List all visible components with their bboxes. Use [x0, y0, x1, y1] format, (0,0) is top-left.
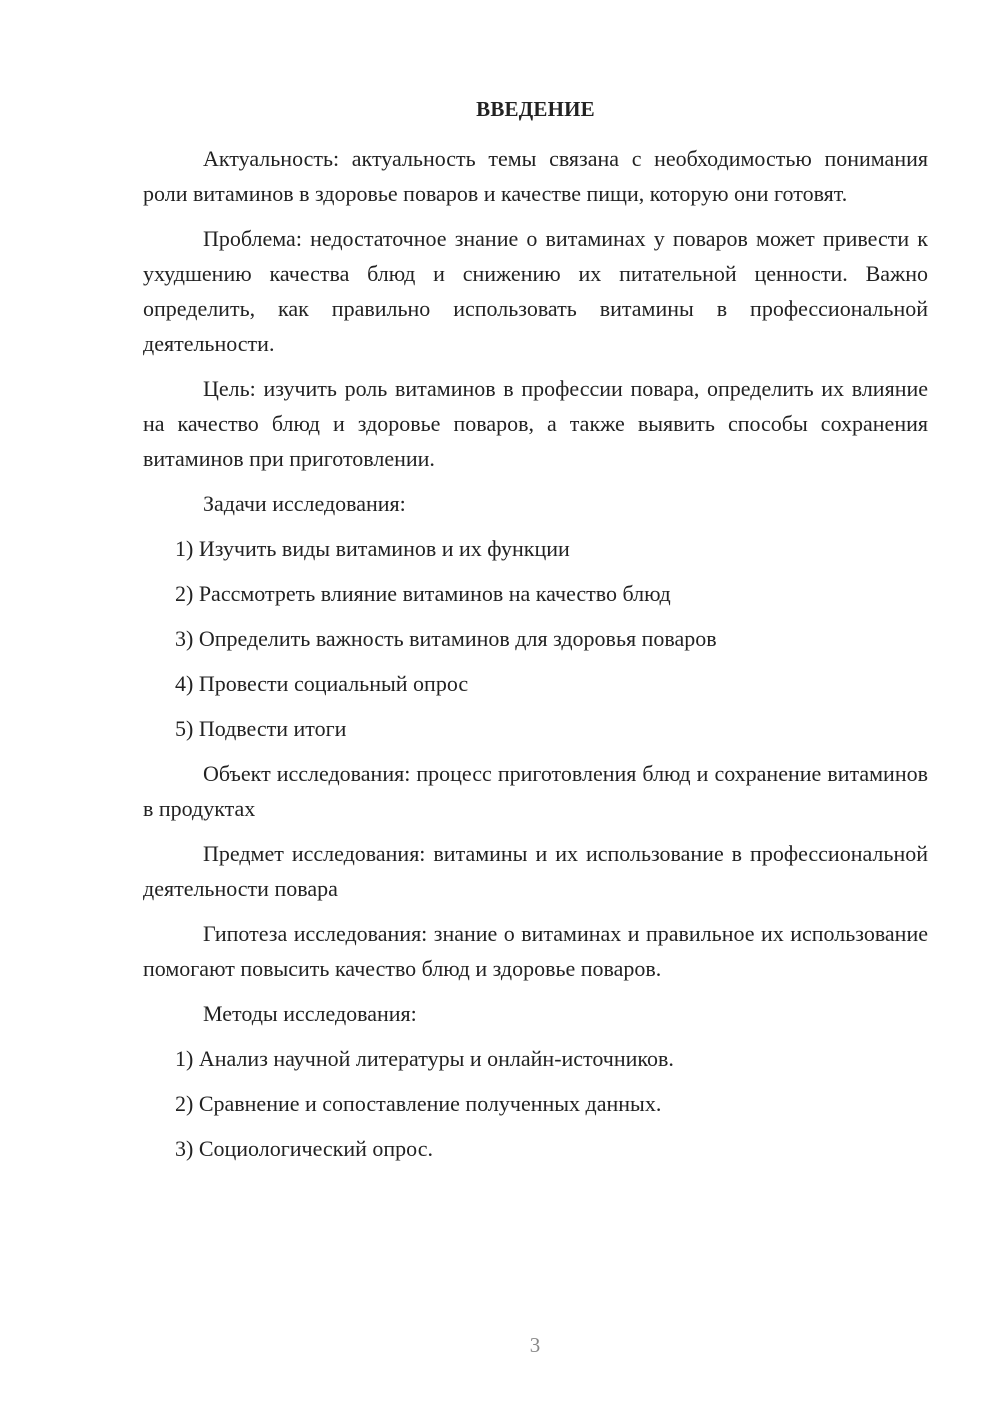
goal-paragraph: Цель: изучить роль витаминов в профессии повара, определить их влияние на качество блюд и здоровье поваров, а также выявить способы сохранения витаминов при приготовлении. [143, 376, 928, 471]
task-item: 1) Изучить виды витаминов и их функции [175, 536, 570, 561]
methods-heading: Методы исследования: [203, 1001, 417, 1026]
object-paragraph: Объект исследования: процесс приготовления блюд и сохранение витаминов в продуктах [143, 761, 928, 821]
tasks-heading: Задачи исследования: [203, 491, 406, 516]
page-title: ВВЕДЕНИЕ [476, 97, 595, 121]
relevance-paragraph: Актуальность: актуальность темы связана с необходимостью понимания роли витаминов в здоровье поваров и качестве пищи, которую они готовят. [143, 146, 928, 206]
task-item: 5) Подвести итоги [175, 716, 347, 741]
task-item: 4) Провести социальный опрос [175, 671, 469, 696]
page-content [143, 92, 928, 1176]
page-number: 3 [529, 1333, 541, 1357]
task-item: 2) Рассмотреть влияние витаминов на качество блюд [175, 581, 671, 606]
method-item: 2) Сравнение и сопоставление полученных данных. [175, 1091, 662, 1116]
hypothesis-paragraph: Гипотеза исследования: знание о витаминах и правильное их использование помогают повысить качество блюд и здоровье поваров. [143, 921, 928, 981]
subject-paragraph: Предмет исследования: витамины и их использование в профессиональной деятельности повара [143, 841, 928, 901]
method-item: 1) Анализ научной литературы и онлайн-источников. [175, 1046, 674, 1071]
task-item: 3) Определить важность витаминов для здоровья поваров [175, 626, 717, 651]
problem-paragraph: Проблема: недостаточное знание о витаминах у поваров может привести к ухудшению качества блюд и снижению их питательной ценности. Важно определить, как правильно использовать витамины в профессиональной деятельности. [143, 226, 928, 356]
method-item: 3) Социологический опрос. [175, 1136, 433, 1161]
